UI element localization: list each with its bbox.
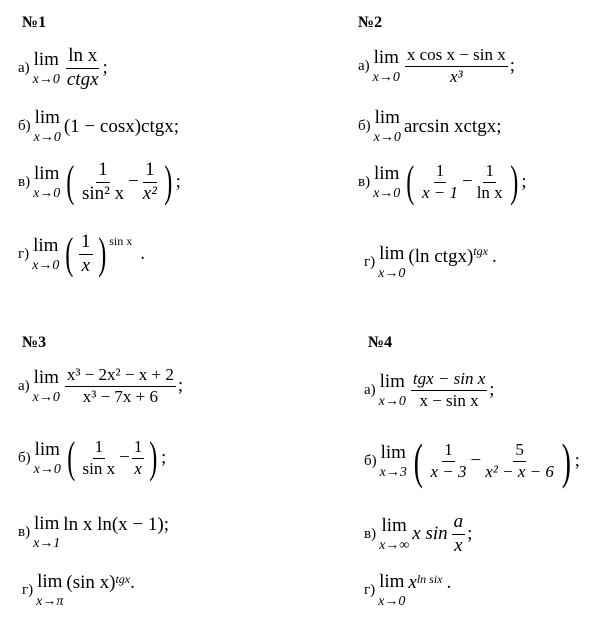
problem-3a xyxy=(18,366,183,406)
fraction: $\frac{1}{\text{x²}}$ xyxy=(142,159,157,204)
limit-operator: lim x→1 xyxy=(33,513,61,551)
limit-operator: lim x→0 xyxy=(378,243,406,281)
limit-operator: lim x→0 xyxy=(373,107,401,145)
item-label: а) xyxy=(18,377,30,394)
limit-operator: lim x→0 xyxy=(33,438,61,477)
problem-3g xyxy=(22,572,135,609)
problem-4v xyxy=(364,512,472,557)
item-label: б) xyxy=(364,452,377,469)
limit-operator: lim x→0 xyxy=(373,162,401,201)
right-paren: ) xyxy=(149,433,158,482)
limit-operator: lim x→0 xyxy=(33,107,61,145)
item-label: в) xyxy=(364,525,377,542)
problem-2b xyxy=(358,108,501,145)
expression: (ln ctgx) xyxy=(408,246,474,267)
exponent: sin x xyxy=(109,234,133,248)
punctuation: . xyxy=(446,572,452,593)
item-label: в) xyxy=(358,173,371,190)
punctuation: ; xyxy=(521,171,527,192)
item-label: а) xyxy=(364,381,376,398)
problem-2a xyxy=(358,46,515,86)
limit-operator: lim x→0 xyxy=(33,162,61,201)
left-paren: ( xyxy=(65,229,74,279)
expression: x xyxy=(408,572,417,593)
limit-operator: lim x→0 xyxy=(372,46,400,85)
left-paren: ( xyxy=(413,433,423,489)
minus-sign: − xyxy=(128,171,139,193)
expression: ln x ln(x − 1) xyxy=(63,514,164,535)
left-paren: ( xyxy=(66,157,75,207)
right-paren: ) xyxy=(509,157,519,206)
right-paren: ) xyxy=(97,229,106,279)
problem-4a xyxy=(364,370,495,410)
expression: x sin xyxy=(412,523,448,545)
item-label: а) xyxy=(358,57,370,74)
expression: (sin x) xyxy=(66,572,116,593)
punctuation: ; xyxy=(175,171,181,193)
punctuation: ; xyxy=(496,115,502,137)
problem-1-title: №1 xyxy=(22,14,47,31)
item-label: г) xyxy=(364,254,376,270)
fraction: $\frac{1}{x}$ xyxy=(81,231,91,276)
item-label: а) xyxy=(18,59,30,76)
minus-sign: − xyxy=(470,450,482,471)
limit-operator: lim x→0 xyxy=(32,48,60,87)
problem-2-title: №2 xyxy=(358,14,383,31)
problem-1a xyxy=(18,46,108,91)
item-label: в) xyxy=(18,524,31,540)
item-label: г) xyxy=(18,245,30,262)
fraction: $\frac{1}{\text{sin² x}}$ xyxy=(81,159,125,204)
expression: arcsin xctgx xyxy=(403,115,497,137)
fraction: $\frac{1}{x}$ xyxy=(133,436,143,478)
limit-operator: lim x→π xyxy=(36,571,64,609)
punctuation: . xyxy=(491,246,497,267)
fraction: $\frac{1}{x - 1}$ xyxy=(421,160,458,202)
fraction: $\frac{a}{x}$ xyxy=(453,511,464,556)
fraction: $\frac{5}{\text{x² − x − 6}}$ xyxy=(485,439,554,481)
item-label: г) xyxy=(22,582,34,598)
problem-4b xyxy=(364,433,580,489)
exponent: tgx xyxy=(115,572,131,586)
problem-1b xyxy=(18,108,179,145)
problem-4g xyxy=(364,572,451,609)
fraction: $\frac{\text{ln x}}{\text{ctgx}}$ xyxy=(66,45,99,90)
fraction: $\frac{1}{\text{sin x}}$ xyxy=(82,436,116,478)
punctuation: ; xyxy=(177,375,184,397)
limit-operator: lim x→0 xyxy=(32,366,60,405)
left-paren: ( xyxy=(406,157,415,206)
exponent: ln six xyxy=(416,572,443,586)
left-paren: ( xyxy=(67,433,76,482)
problem-1v xyxy=(18,157,181,207)
right-paren: ) xyxy=(164,157,173,207)
minus-sign: − xyxy=(119,447,130,468)
problem-2g xyxy=(364,244,497,281)
punctuation: ; xyxy=(489,379,495,401)
punctuation: . xyxy=(130,572,135,593)
exponent: tgx xyxy=(473,244,488,258)
problem-3-title: №3 xyxy=(22,334,47,351)
item-label: б) xyxy=(18,118,31,134)
item-label: в) xyxy=(18,173,31,190)
punctuation: ; xyxy=(102,57,108,79)
problem-4-title: №4 xyxy=(368,334,393,351)
fraction: $\frac{\text{x³ − 2x² − x + 2}}{\text{x³ − 7x + 6}}$ xyxy=(66,365,174,406)
punctuation: ; xyxy=(509,55,515,77)
item-label: г) xyxy=(364,582,376,598)
fraction: $\frac{1}{\text{ln x}}$ xyxy=(476,160,503,202)
punctuation: ; xyxy=(160,447,167,468)
limit-operator: lim x→0 xyxy=(378,571,406,609)
fraction: $\frac{\text{x cos x − sin x}}{\text{x³}}$ xyxy=(406,45,506,86)
fraction: $\frac{\text{tgx − sin x}}{\text{x − sin x}}$ xyxy=(412,369,486,410)
fraction: $\frac{1}{x - 3}$ xyxy=(430,439,467,481)
problem-3b xyxy=(18,433,167,482)
expression: (1 − cosx)ctgx xyxy=(63,115,174,137)
item-label: б) xyxy=(358,118,371,134)
punctuation: . xyxy=(140,243,145,265)
punctuation: ; xyxy=(163,514,170,535)
punctuation: ; xyxy=(574,450,580,471)
limit-operator: lim x→0 xyxy=(32,234,60,273)
punctuation: ; xyxy=(173,115,180,137)
problem-3v xyxy=(18,514,169,551)
problem-2v xyxy=(358,157,527,206)
minus-sign: − xyxy=(461,171,473,192)
punctuation: ; xyxy=(467,523,473,545)
limit-operator: lim x→∞ xyxy=(379,514,410,553)
problem-1g xyxy=(18,229,145,279)
item-label: б) xyxy=(18,449,31,466)
right-paren: ) xyxy=(561,433,571,489)
limit-operator: lim x→3 xyxy=(379,441,407,480)
limit-operator: lim x→0 xyxy=(378,370,406,409)
